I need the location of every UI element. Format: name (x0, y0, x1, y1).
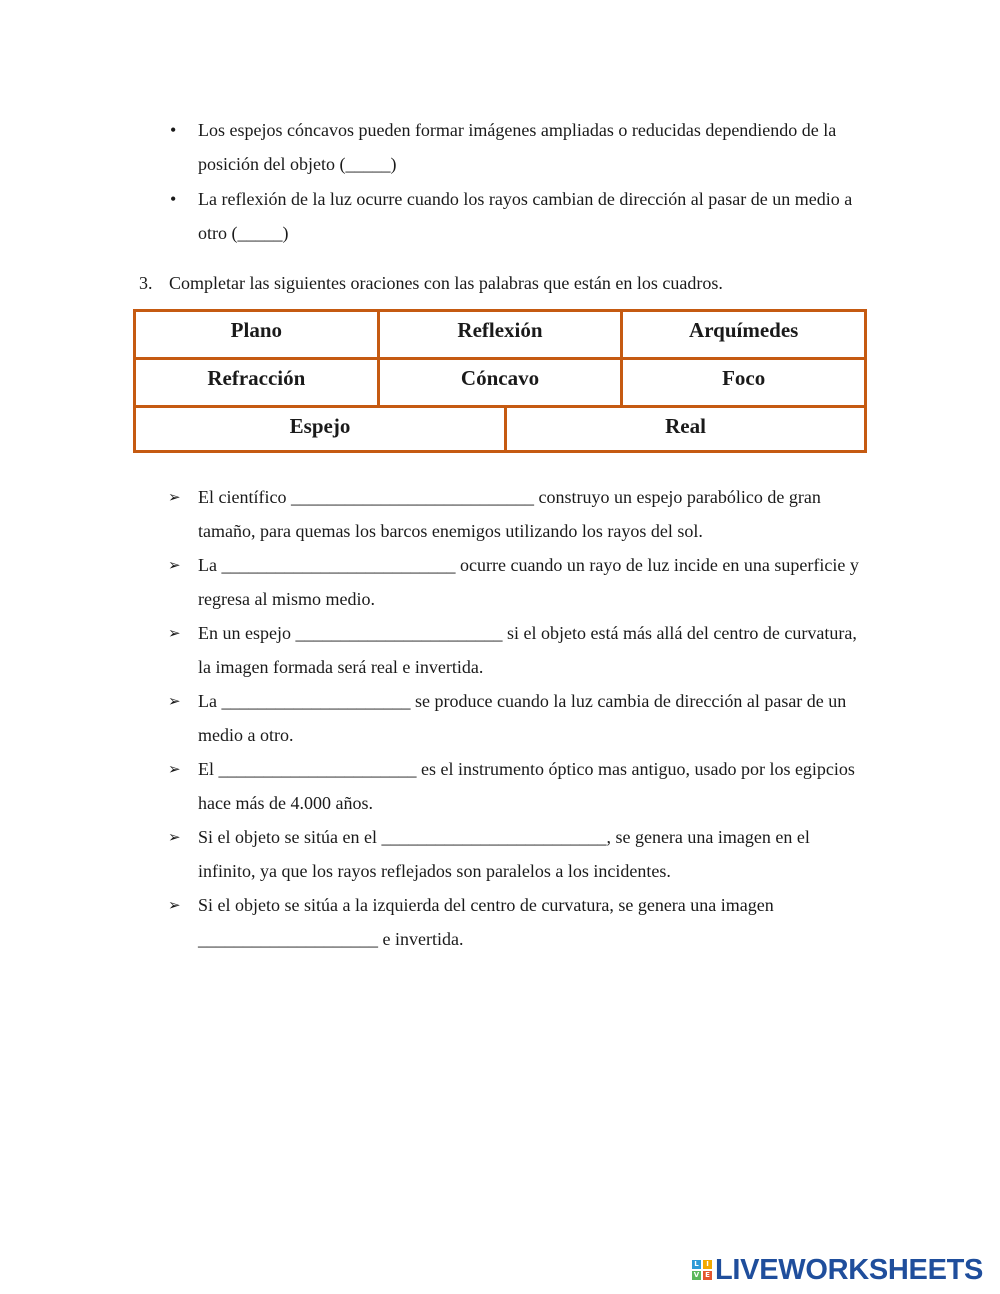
sentence-text: La __________________________ ocurre cuando un rayo de luz incide en una superficie y regresa al mismo medio. (198, 555, 859, 609)
list-item (168, 820, 868, 888)
fill-in-sentence-list (168, 480, 868, 956)
true-false-list (168, 113, 868, 251)
liveworksheets-logo[interactable] (692, 1253, 983, 1287)
list-item (168, 616, 868, 684)
question-number: 3. (139, 273, 153, 293)
word-cell: Plano (136, 312, 380, 357)
sentence-text: Si el objeto se sitúa en el _________________________, se genera una imagen en el infinito, ya que los rayos reflejados son paralelos a los incidentes. (198, 827, 810, 881)
word-cell: Espejo (136, 408, 507, 450)
sentence-text: La _____________________ se produce cuando la luz cambia de dirección al pasar de un medio a otro. (198, 691, 847, 745)
list-item (168, 113, 868, 181)
arrow-bullet-icon: ➢ (168, 692, 181, 710)
arrow-bullet-icon: ➢ (168, 828, 181, 846)
sentence-text: Si el objeto se sitúa a la izquierda del centro de curvatura, se genera una imagen ____________________ e invertida. (198, 895, 774, 949)
question-heading (139, 268, 723, 298)
bullet-icon: • (170, 120, 177, 140)
arrow-bullet-icon: ➢ (168, 624, 181, 642)
sentence-text: El ______________________ es el instrumento óptico mas antiguo, usado por los egipcios hace más de 4.000 años. (198, 759, 855, 813)
word-cell: Foco (722, 366, 766, 390)
word-cell: Refracción (136, 360, 380, 405)
word-cell: Cóncavo (380, 360, 624, 405)
question-text: Completar las siguientes oraciones con las palabras que están en los cuadros. (169, 273, 723, 293)
sentence-text: En un espejo _______________________ si el objeto está más allá del centro de curvatura, la imagen formada será real e invertida. (198, 623, 857, 677)
arrow-bullet-icon: ➢ (168, 556, 181, 574)
word-box-table (133, 309, 867, 453)
sentence-text: El científico ___________________________ construyo un espejo parabólico de gran tamaño, para quemas los barcos enemigos utilizando los rayos del sol. (198, 487, 821, 541)
logo-block: E (703, 1271, 712, 1280)
list-item (168, 684, 868, 752)
statement-text: La reflexión de la luz ocurre cuando los rayos cambian de dirección al pasar de un medio a otro (_____) (198, 189, 853, 243)
arrow-bullet-icon: ➢ (168, 488, 181, 506)
logo-blocks-icon (692, 1260, 712, 1280)
word-cell: Reflexión (380, 312, 624, 357)
list-item (168, 888, 868, 956)
word-box-row (136, 408, 864, 450)
statement-text: Los espejos cóncavos pueden formar imágenes ampliadas o reducidas dependiendo de la posición del objeto (_____) (198, 120, 837, 174)
list-item (168, 752, 868, 820)
word-cell: Arquímedes (689, 318, 799, 342)
logo-block: L (692, 1260, 701, 1269)
list-item (168, 548, 868, 616)
logo-block: I (703, 1260, 712, 1269)
bullet-icon: • (170, 189, 177, 209)
word-box-row (136, 312, 864, 360)
arrow-bullet-icon: ➢ (168, 760, 181, 778)
word-box-row (136, 360, 864, 408)
list-item (168, 182, 868, 250)
word-cell: Real (665, 414, 706, 438)
logo-block: V (693, 1271, 700, 1279)
arrow-bullet-icon: ➢ (168, 896, 181, 914)
list-item (168, 480, 868, 548)
logo-text: LIVEWORKSHEETS (715, 1254, 984, 1286)
